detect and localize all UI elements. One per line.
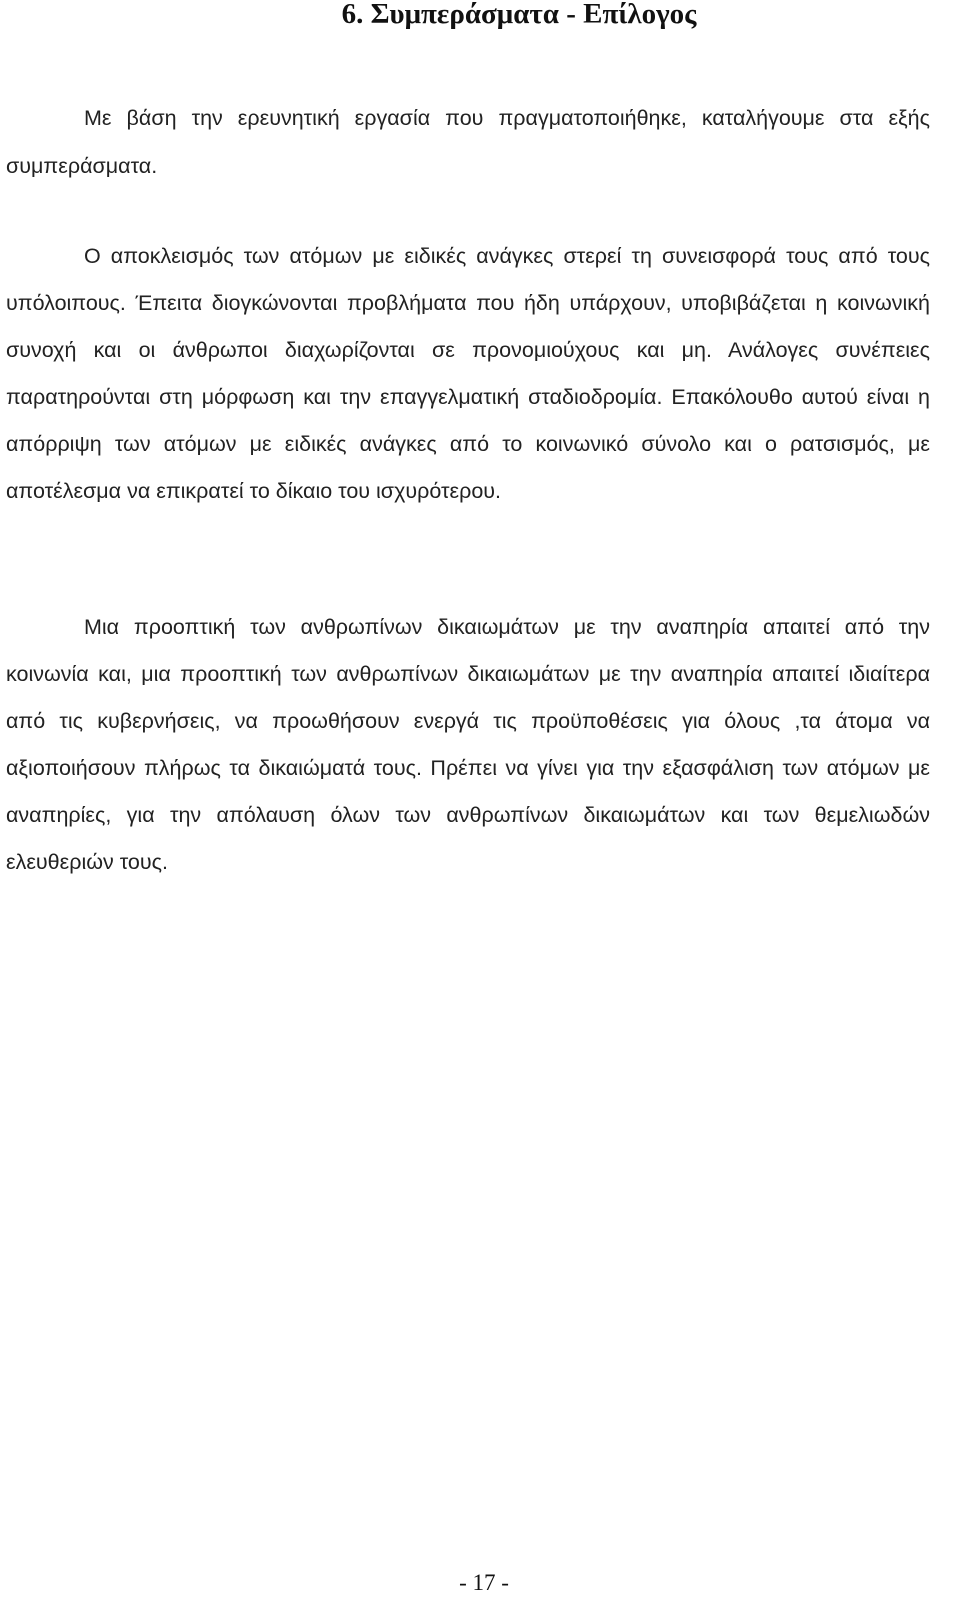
paragraph-human-rights: Μια προοπτική των ανθρωπίνων δικαιωμάτων με την αναπηρία απαιτεί από την κοινωνία και, μια προοπτική των ανθρωπίνων δικαιωμάτων με την αναπηρία απαιτεί ιδιαίτερα από τις κυβερνήσεις, να προωθήσουν ενεργά τις προϋποθέσεις για όλους ,τα άτομα να αξιοποιήσουν πλήρως τα δικαιώματά τους. Πρέπει να γίνει για την εξασφάλιση των ατόμων με αναπηρίες, για την απόλαυση όλων των ανθρωπίνων δικαιωμάτων και των θεμελιωδών ελευθεριών τους. (6, 615, 930, 874)
page-number: - 17 - (459, 1570, 509, 1595)
section-heading: 6. Συμπεράσματα - Επίλογος (341, 0, 697, 30)
paragraph-exclusion: Ο αποκλεισμός των ατόμων με ειδικές ανάγκες στερεί τη συνεισφορά τους από τους υπόλοιπους. Έπειτα διογκώνονται προβλήματα που ήδη υπάρχουν, υποβιβάζεται η κοινωνική συνοχή και οι άνθρωποι διαχωρίζονται σε προνομιούχους και μη. Ανάλογες συνέπειες παρατηρούνται στη μόρφωση και την επαγγελματική σταδιοδρομία. Επακόλουθο αυτού είναι η απόρριψη των ατόμων με ειδικές ανάγκες από το κοινωνικό σύνολο και ο ρατσισμός, με αποτέλεσμα να επικρατεί το δίκαιο του ισχυρότερου. (6, 244, 930, 503)
paragraph-intro: Με βάση την ερευνητική εργασία που πραγματοποιήθηκε, καταλήγουμε στα εξής συμπεράσματα. (6, 106, 930, 178)
